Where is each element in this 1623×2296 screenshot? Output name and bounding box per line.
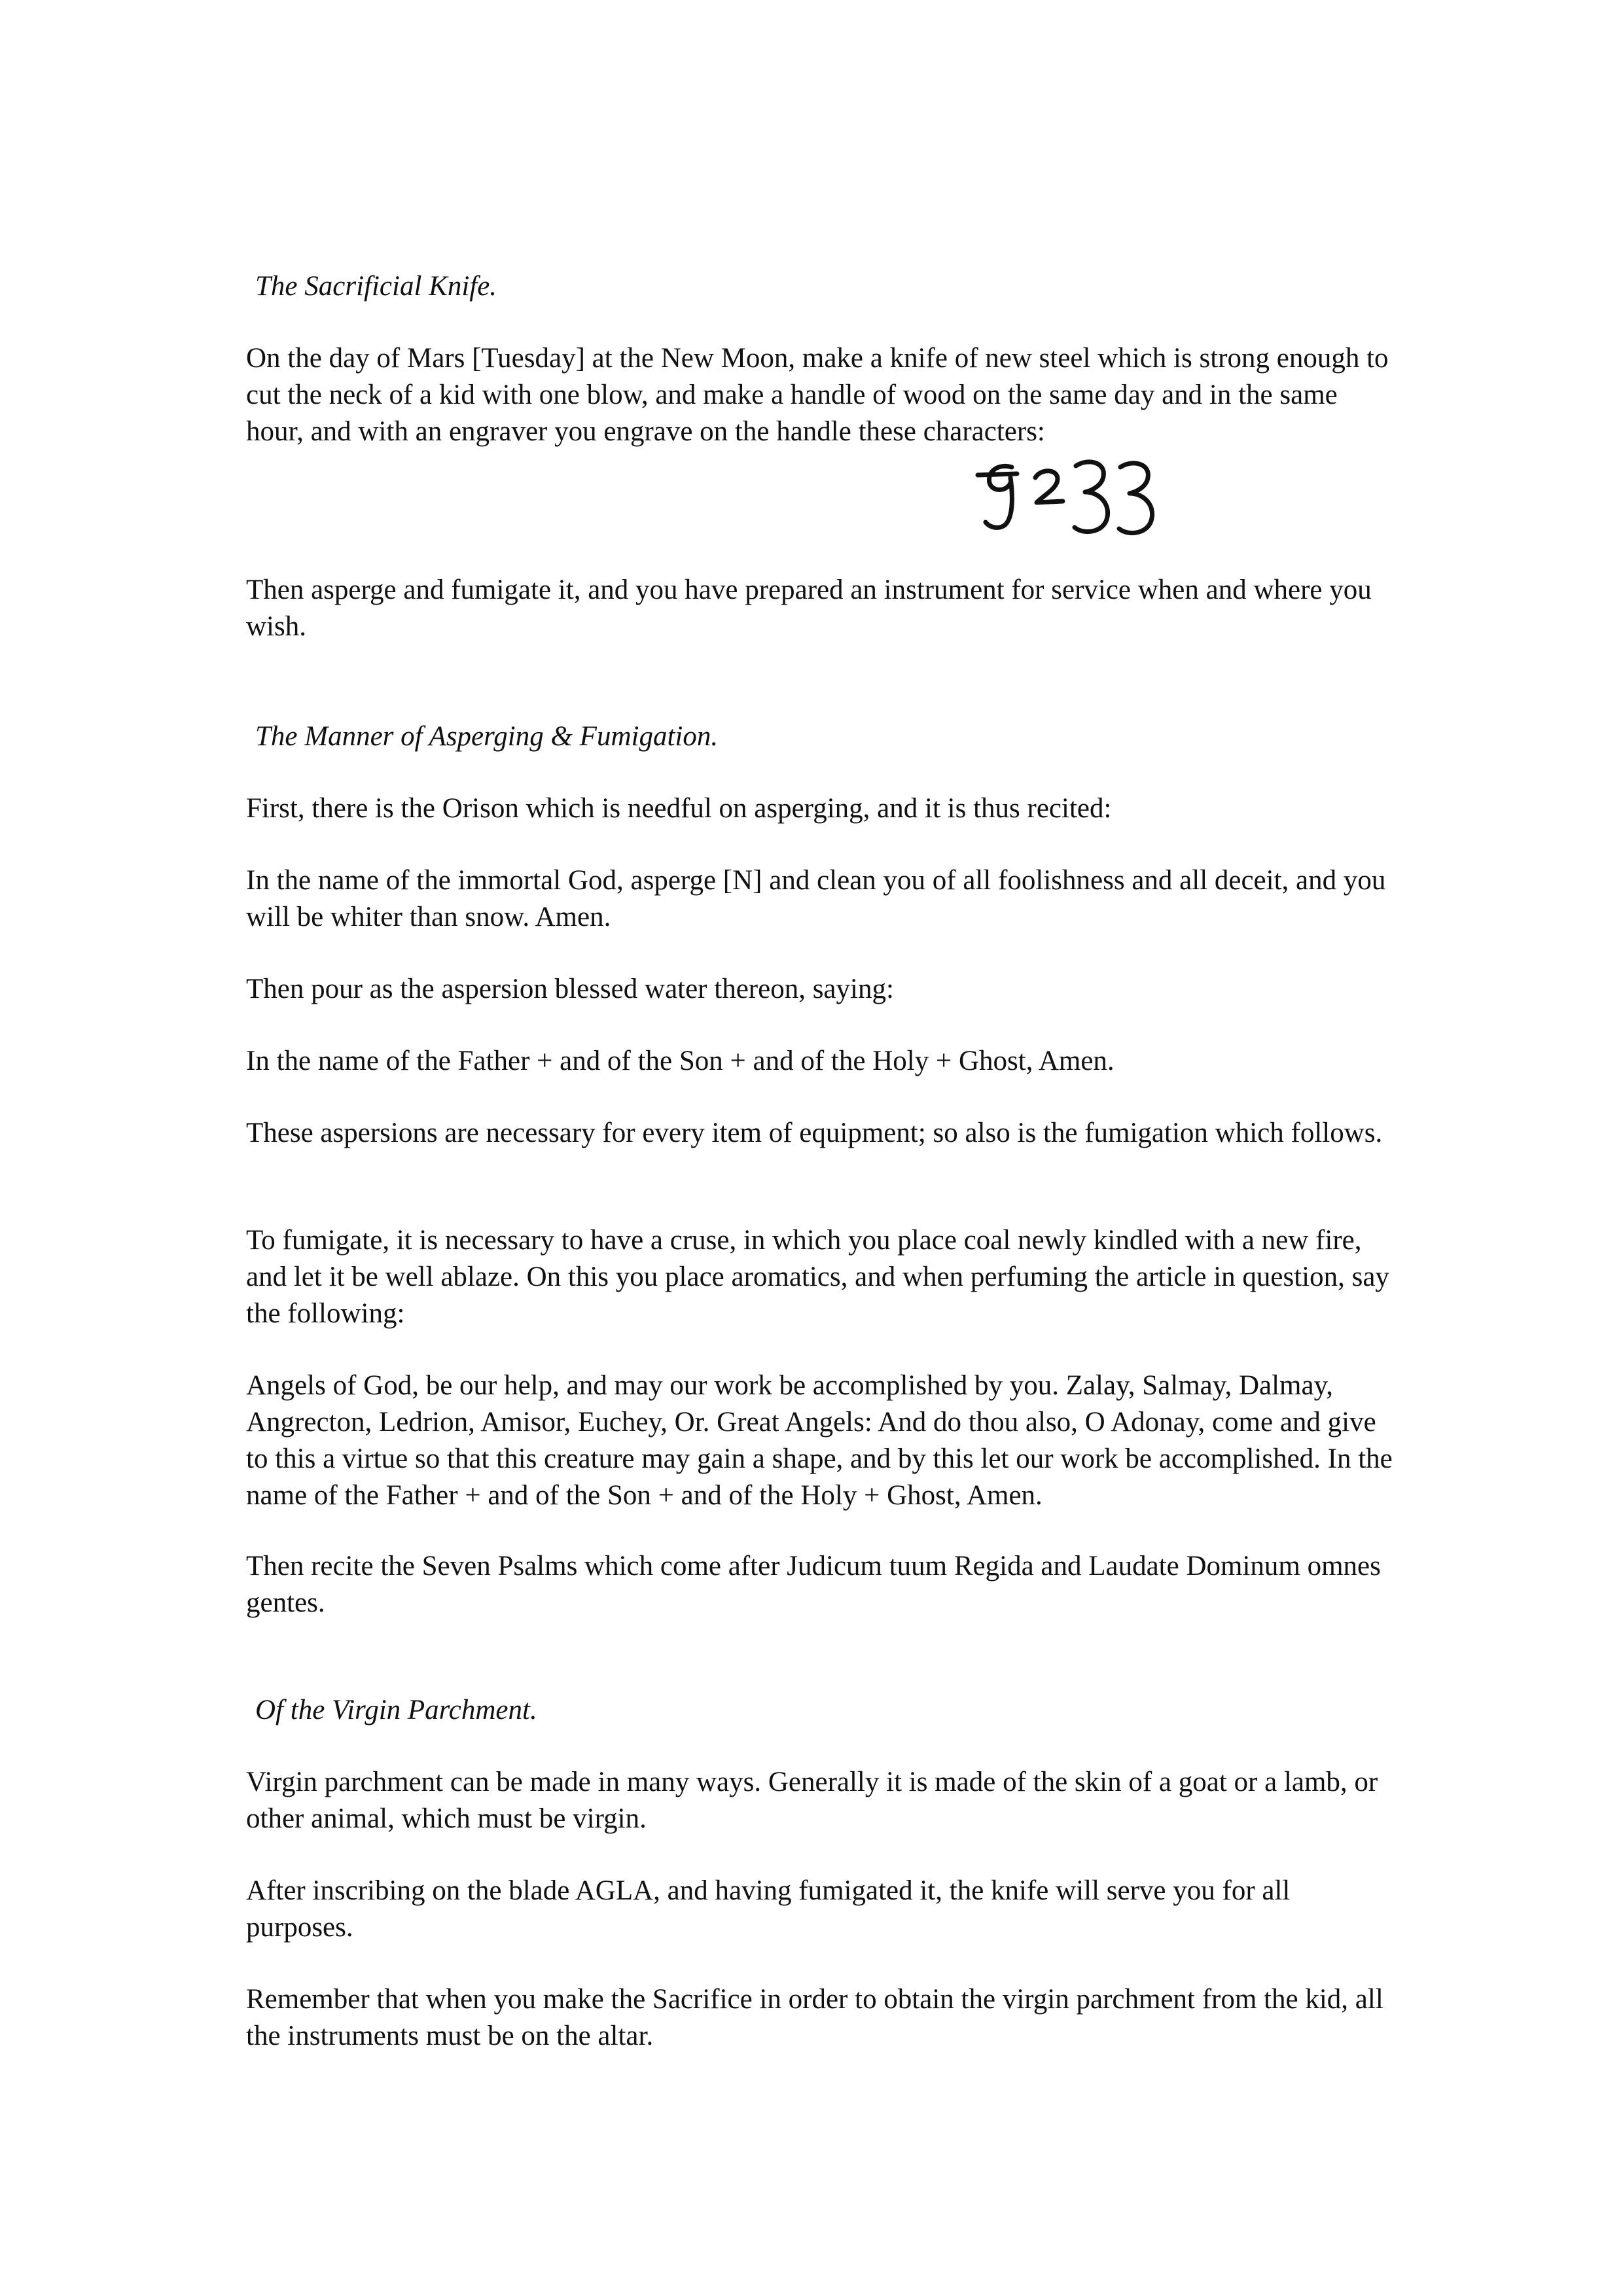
- engraved-handle-characters-icon: [972, 451, 1162, 543]
- paragraph-asperge-fumigate: Then asperge and fumigate it, and you have prepared an instrument for service when and where you wish.: [246, 574, 1372, 642]
- paragraph-knife-instructions: On the day of Mars [Tuesday] at the New Moon, make a knife of new steel which is strong enough to cut the neck of a kid with one blow, and make a handle of wood on the same day and in the same hour, and with an engraver you engrave on the handle these characters:: [246, 343, 1389, 447]
- paragraph-seven-psalms: Then recite the Seven Psalms which come after Judicum tuum Regida and Laudate Dominum omnes gentes.: [246, 1551, 1381, 1618]
- paragraph-trinity-blessing: In the name of the Father + and of the Son + and of the Holy + Ghost, Amen.: [246, 1046, 1115, 1076]
- paragraph-aspersions-necessary: These aspersions are necessary for every item of equipment; so also is the fumigation which follows.: [246, 1118, 1383, 1148]
- section-heading-virgin-parchment: Of the Virgin Parchment.: [255, 1695, 537, 1725]
- engraved-glyph-2: [1035, 471, 1063, 503]
- paragraph-angels-invocation: Angels of God, be our help, and may our work be accomplished by you. Zalay, Salmay, Dalmay, Angrecton, Ledrion, Amisor, Euchey, Or. Great Angels: And do thou also, O Adonay, come and give to this a virtue so that this creature may gain a shape, and by this let our work be accomplished. In the name of the Father + and of the Son + and of the Holy + Ghost, Amen.: [246, 1370, 1393, 1511]
- paragraph-parchment-making: Virgin parchment can be made in many ways. Generally it is made of the skin of a goat or a lamb, or other animal, which must be virgin.: [246, 1767, 1378, 1834]
- engraved-glyph-3: [1075, 462, 1108, 532]
- paragraph-aspersion-water: Then pour as the aspersion blessed water thereon, saying:: [246, 974, 894, 1004]
- engraved-glyph-4: [1119, 463, 1152, 533]
- paragraph-sacrifice-altar: Remember that when you make the Sacrifice in order to obtain the virgin parchment from the kid, all the instruments must be on the altar.: [246, 1984, 1383, 2051]
- paragraph-orison-intro: First, there is the Orison which is needful on asperging, and it is thus recited:: [246, 793, 1112, 824]
- engraved-glyph-1: [978, 466, 1017, 527]
- paragraph-agla-blade: After inscribing on the blade AGLA, and having fumigated it, the knife will serve you for all purposes.: [246, 1875, 1291, 1943]
- paragraph-fumigate-cruse: To fumigate, it is necessary to have a cruse, in which you place coal newly kindled with a new fire, and let it be well ablaze. On this you place aromatics, and when perfuming the article in question, say the following:: [246, 1225, 1389, 1329]
- section-heading-sacrificial-knife: The Sacrificial Knife.: [255, 271, 497, 302]
- section-heading-asperging-fumigation: The Manner of Asperging & Fumigation.: [255, 721, 719, 752]
- paragraph-orison-text: In the name of the immortal God, asperge [N] and clean you of all foolishness and all deceit, and you will be whiter than snow. Amen.: [246, 865, 1386, 932]
